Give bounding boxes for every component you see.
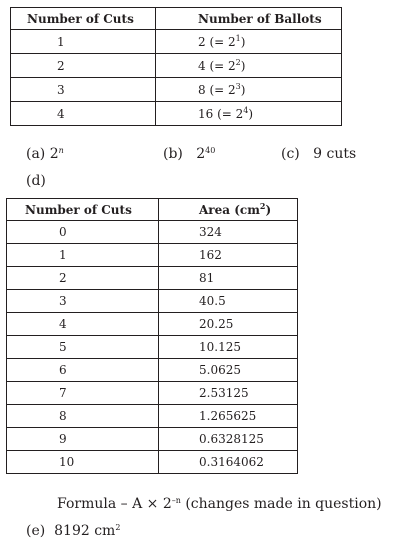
cuts-cell: 2 — [11, 54, 156, 78]
answer-b: (b) $2^{40}$ — [163, 146, 216, 162]
table-row — [7, 451, 298, 474]
answer-c: (c) 9 cuts — [281, 146, 357, 162]
area-cell: 81 — [159, 267, 298, 290]
answer-a: (a) 2$^n$ — [26, 146, 64, 162]
ballots-cell: 4 (= $2^2$) — [156, 54, 342, 78]
cuts-cell: 8 — [7, 405, 159, 428]
cuts-cell: 4 — [7, 313, 159, 336]
table-row — [11, 54, 342, 78]
cuts-cell: 1 — [11, 30, 156, 54]
table-row — [11, 102, 342, 126]
table-row — [7, 336, 298, 359]
ballots-cell: 16 (= $2^4$) — [156, 102, 342, 126]
ballots-cell: 8 (= $2^3$) — [156, 78, 342, 102]
cuts-cell: 7 — [7, 382, 159, 405]
area-cell: 40.5 — [159, 290, 298, 313]
column-header-ballots: Number of Ballots — [156, 8, 342, 30]
area-cell: 10.125 — [159, 336, 298, 359]
column-header-cuts: Number of Cuts — [7, 199, 159, 221]
area-cell: 2.53125 — [159, 382, 298, 405]
table-row — [7, 267, 298, 290]
cuts-cell: 6 — [7, 359, 159, 382]
column-header-cuts: Number of Cuts — [11, 8, 156, 30]
area-cell: 162 — [159, 244, 298, 267]
formula-line: Formula – $A \times 2^{-n}$ (changes made in question) — [57, 496, 382, 512]
table-row — [7, 313, 298, 336]
table-header-row — [7, 199, 298, 221]
area-cell: 20.25 — [159, 313, 298, 336]
area-cell: 1.265625 — [159, 405, 298, 428]
area-table — [6, 198, 298, 474]
area-cell: 0.3164062 — [159, 451, 298, 474]
table-row — [7, 428, 298, 451]
table-row — [11, 30, 342, 54]
cuts-cell: 1 — [7, 244, 159, 267]
table-row — [11, 78, 342, 102]
answer-e: (e) 8192 $cm^2$ — [26, 523, 121, 539]
area-cell: 324 — [159, 221, 298, 244]
area-cell: 5.0625 — [159, 359, 298, 382]
cuts-cell: 5 — [7, 336, 159, 359]
area-cell: 0.6328125 — [159, 428, 298, 451]
column-header-area: Area $(cm^2)$ — [159, 199, 298, 221]
table-row — [7, 405, 298, 428]
table-header-row — [11, 8, 342, 30]
cuts-cell: 3 — [11, 78, 156, 102]
table-row — [7, 290, 298, 313]
cuts-cell: 4 — [11, 102, 156, 126]
ballots-table — [10, 7, 342, 126]
table-row — [7, 382, 298, 405]
table-row — [7, 221, 298, 244]
cuts-cell: 10 — [7, 451, 159, 474]
cuts-cell: 2 — [7, 267, 159, 290]
cuts-cell: 0 — [7, 221, 159, 244]
answer-d-label: (d) — [26, 173, 46, 189]
table-row — [7, 244, 298, 267]
table-row — [7, 359, 298, 382]
cuts-cell: 3 — [7, 290, 159, 313]
ballots-cell: 2 (= $2^1$) — [156, 30, 342, 54]
cuts-cell: 9 — [7, 428, 159, 451]
